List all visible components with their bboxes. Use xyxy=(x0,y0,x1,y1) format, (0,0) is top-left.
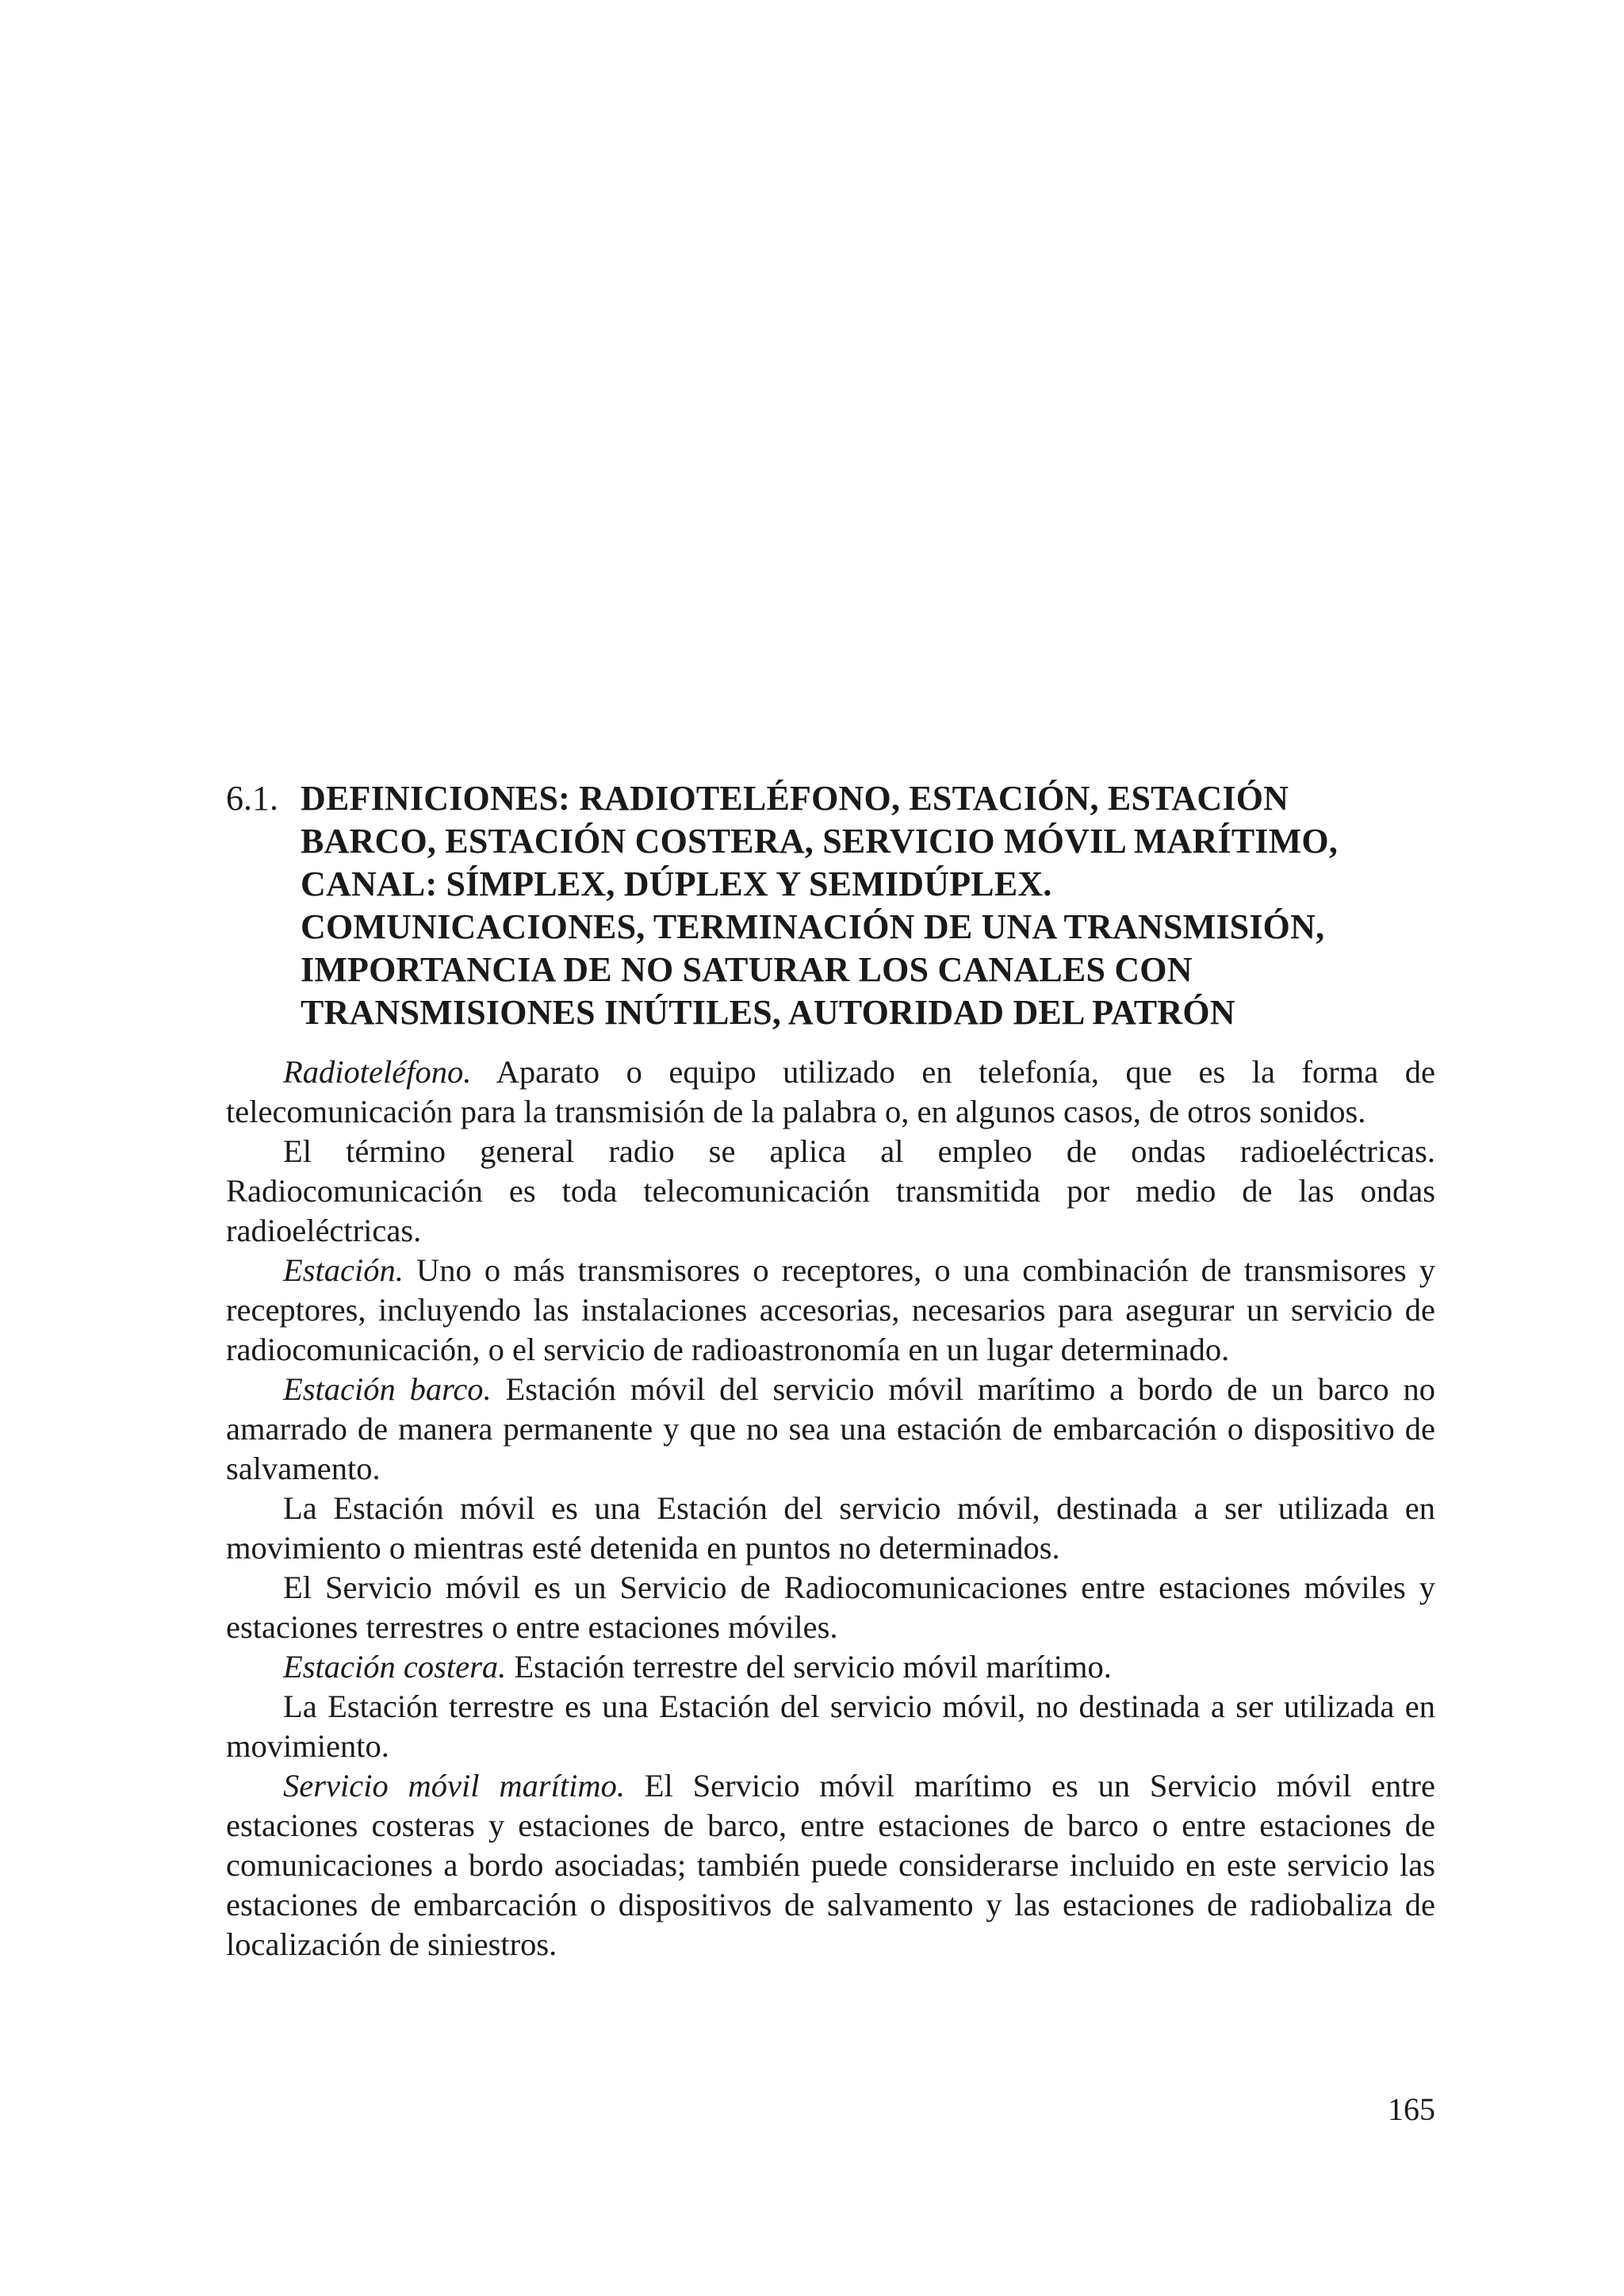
paragraph-text: Uno o más transmisores o receptores, o una combinación de transmisores y receptores, incluyendo las instalaciones accesorias, necesarios para asegurar un servicio de radiocomunicación, o el servicio de radioastronomía en un lugar determinado. xyxy=(226,1252,1435,1367)
section-title-line: DEFINICIONES: RADIOTELÉFONO, ESTACIÓN, ESTACIÓN xyxy=(301,779,1289,818)
paragraph-text: El Servicio móvil es un Servicio de Radiocomunicaciones entre estaciones móviles y estaciones terrestres o entre estaciones móviles. xyxy=(226,1570,1435,1645)
section-heading xyxy=(226,777,1447,1034)
section-title-line: IMPORTANCIA DE NO SATURAR LOS CANALES CON xyxy=(301,950,1193,989)
paragraph-text: Estación móvil del servicio móvil marítimo a bordo de un barco no amarrado de manera permanente y que no sea una estación de embarcación o dispositivo de salvamento. xyxy=(226,1371,1435,1486)
section-title xyxy=(301,777,1447,1034)
section-title-line: BARCO, ESTACIÓN COSTERA, SERVICIO MÓVIL MARÍTIMO, xyxy=(301,822,1339,861)
paragraph-servicio-movil xyxy=(226,1568,1435,1647)
term-servicio-movil-maritimo: Servicio móvil marítimo. xyxy=(283,1768,625,1803)
paragraph-text: La Estación terrestre es una Estación del servicio móvil, no destinada a ser utilizada en movimiento. xyxy=(226,1688,1435,1764)
paragraph-estacion-costera xyxy=(226,1647,1435,1687)
body-text xyxy=(226,1052,1435,1964)
term-estacion-costera: Estación costera. xyxy=(283,1649,507,1685)
term-estacion-barco: Estación barco. xyxy=(283,1371,492,1407)
section-number: 6.1. xyxy=(226,779,278,818)
paragraph-radiotelefono xyxy=(226,1052,1435,1132)
paragraph-estacion-barco xyxy=(226,1370,1435,1489)
section-title-line: CANAL: SÍMPLEX, DÚPLEX Y SEMIDÚPLEX. xyxy=(301,864,1052,903)
term-radiotelefono: Radioteléfono. xyxy=(283,1054,472,1090)
paragraph-servicio-movil-maritimo xyxy=(226,1766,1435,1964)
term-estacion: Estación. xyxy=(283,1252,404,1288)
paragraph-estacion-terrestre xyxy=(226,1687,1435,1766)
paragraph-radio-general xyxy=(226,1132,1435,1251)
paragraph-text: El término general radio se aplica al empleo de ondas radioeléctricas. Radiocomunicación es toda telecomunicación transmitida por medio de las ondas radioeléctricas. xyxy=(226,1133,1435,1248)
paragraph-text: Estación terrestre del servicio móvil marítimo. xyxy=(506,1649,1112,1685)
paragraph-text: La Estación móvil es una Estación del servicio móvil, destinada a ser utilizada en movimiento o mientras esté detenida en puntos no determinados. xyxy=(226,1490,1435,1566)
section-title-line: TRANSMISIONES INÚTILES, AUTORIDAD DEL PATRÓN xyxy=(301,993,1235,1032)
paragraph-estacion xyxy=(226,1251,1435,1370)
page-number: 165 xyxy=(1388,2091,1435,2127)
paragraph-estacion-movil xyxy=(226,1489,1435,1568)
paragraph-text: Aparato o equipo utilizado en telefonía, que es la forma de telecomunicación para la transmisión de la palabra o, en algunos casos, de otros sonidos. xyxy=(226,1054,1435,1129)
section-title-line: COMUNICACIONES, TERMINACIÓN DE UNA TRANSMISIÓN, xyxy=(301,907,1325,946)
paragraph-text: El Servicio móvil marítimo es un Servicio móvil entre estaciones costeras y estaciones de barco, entre estaciones de barco o entre estaciones de comunicaciones a bordo asociadas; también puede considerarse incluido en este servicio las estaciones de embarcación o dispositivos de salvamento y las estaciones de radiobaliza de localización de siniestros. xyxy=(226,1768,1435,1962)
